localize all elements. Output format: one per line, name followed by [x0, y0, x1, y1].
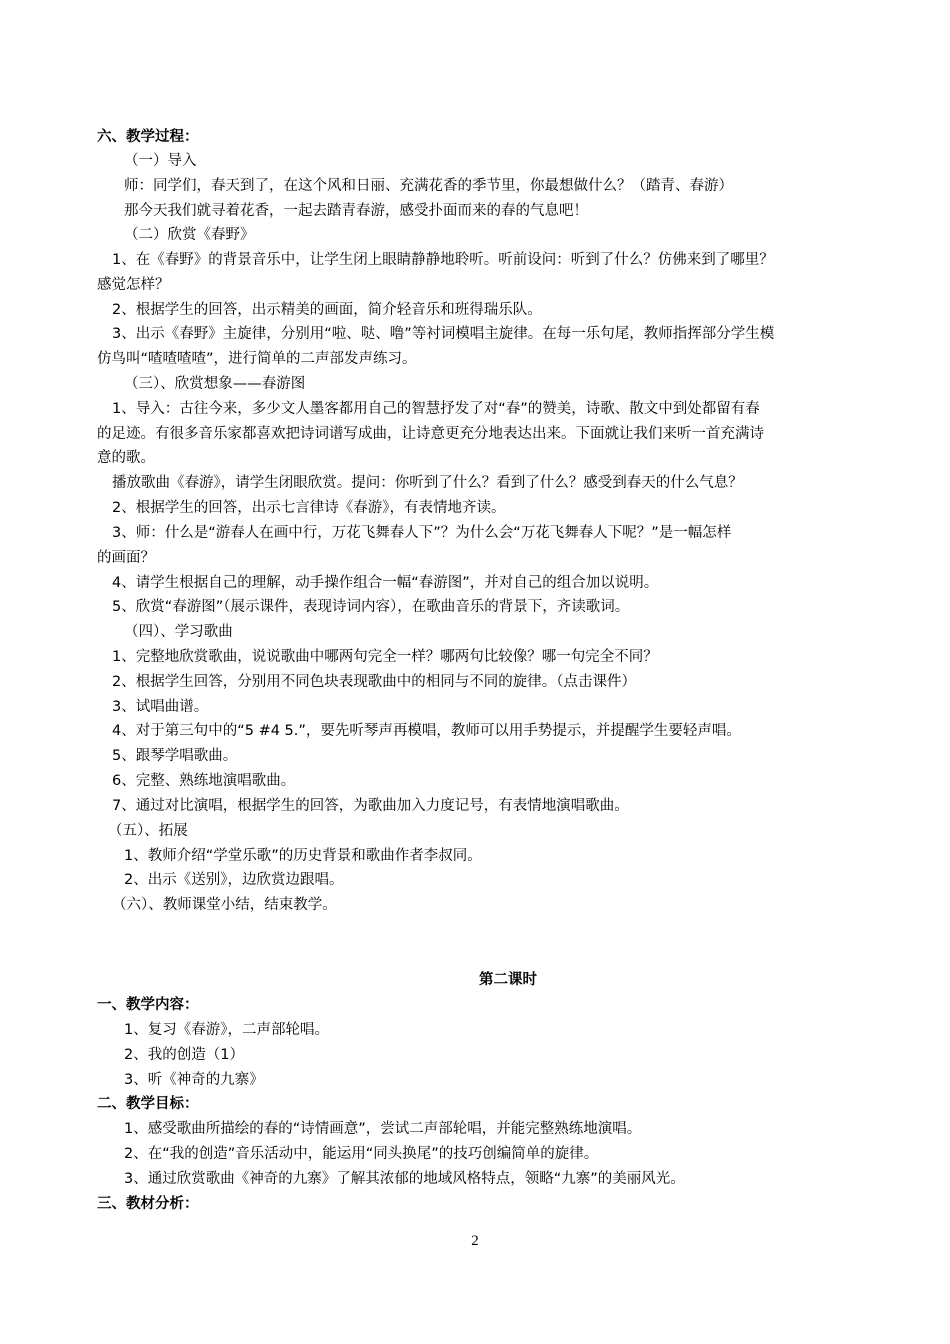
paragraph-line: 3、试唱曲谱。	[112, 699, 209, 715]
paragraph-line: 仿鸟叫“喳喳喳喳”，进行简单的二声部发声练习。	[97, 351, 417, 367]
paragraph-line: 2、根据学生回答，分别用不同色块表现歌曲中的相同与不同的旋律。（点击课件）	[112, 674, 636, 690]
list-item: 1、感受歌曲所描绘的春的“诗情画意”，尝试二声部轮唱，并能完整熟练地演唱。	[124, 1121, 642, 1137]
paragraph-line: 5、欣赏“春游图”（展示课件，表现诗词内容），在歌曲音乐的背景下，齐读歌词。	[112, 599, 630, 615]
part-title-appreciate: （二）欣赏《春野》	[124, 227, 255, 243]
paragraph-line: 1、在《春野》的背景音乐中，让学生闭上眼睛静静地聆听。听前设问：听到了什么？仿佛来到了哪里？	[112, 252, 774, 268]
list-item: 3、听《神奇的九寨》	[124, 1072, 264, 1088]
paragraph-line: 3、出示《春野》主旋律，分别用“啦、哒、噜”等衬词模唱主旋律。在每一乐句尾，教师指挥部分学生模	[112, 326, 775, 342]
paragraph-line: 7、通过对比演唱，根据学生的回答，为歌曲加入力度记号，有表情地演唱歌曲。	[112, 798, 629, 814]
page-number: 2	[471, 1233, 479, 1249]
paragraph-line: 1、教师介绍“学堂乐歌”的历史背景和歌曲作者李叔同。	[124, 848, 482, 864]
paragraph-line: 6、完整、熟练地演唱歌曲。	[112, 773, 296, 789]
lesson-title: 第二课时	[479, 972, 537, 988]
part-title-summary: （六）、教师课堂小结，结束教学。	[112, 897, 337, 913]
part-title-learn-song: （四）、学习歌曲	[124, 624, 233, 640]
paragraph-line: 1、导入：古往今来，多少文人墨客都用自己的智慧抒发了对“春”的赞美，诗歌、散文中到处都留有春	[112, 401, 760, 417]
paragraph-line: 播放歌曲《春游》，请学生闭眼欣赏。提问：你听到了什么？看到了什么？感受到春天的什么气息？	[112, 475, 743, 491]
paragraph-line: 2、根据学生的回答，出示精美的画面，简介轻音乐和班得瑞乐队。	[112, 302, 542, 318]
paragraph-line: 的足迹。有很多音乐家都喜欢把诗词谱写成曲，让诗意更充分地表达出来。下面就让我们来听一首充满诗	[97, 426, 764, 442]
paragraph-line: 的画面？	[97, 550, 155, 566]
part-title-extension: （五）、拓展	[108, 823, 188, 839]
paragraph-line: 那今天我们就寻着花香，一起去踏青春游，感受扑面而来的春的气息吧！	[124, 203, 588, 219]
section-heading-teaching-process: 六、教学过程：	[97, 129, 199, 145]
list-item: 3、通过欣赏歌曲《神奇的九寨》了解其浓郁的地域风格特点，领略“九寨”的美丽风光。	[124, 1171, 685, 1187]
paragraph-line: 4、请学生根据自己的理解，动手操作组合一幅“春游图”，并对自己的组合加以说明。	[112, 575, 659, 591]
list-item: 2、我的创造（1）	[124, 1047, 244, 1063]
list-item: 2、在“我的创造”音乐活动中，能运用“同头换尾”的技巧创编简单的旋律。	[124, 1146, 599, 1162]
paragraph-line: 4、对于第三句中的“5 #4 5.”，要先听琴声再模唱，教师可以用手势提示，并提醒学生要轻声唱。	[112, 723, 741, 739]
paragraph-line: 2、出示《送别》，边欣赏边跟唱。	[124, 872, 344, 888]
list-item: 1、复习《春游》，二声部轮唱。	[124, 1022, 329, 1038]
part-title-imagine: （三）、欣赏想象——春游图	[124, 376, 306, 392]
paragraph-line: 5、跟琴学唱歌曲。	[112, 748, 238, 764]
paragraph-line: 3、师：什么是“游春人在画中行，万花飞舞春人下”？为什么会“万花飞舞春人下呢？”是一幅怎样	[112, 525, 732, 541]
paragraph-line: 感觉怎样？	[97, 277, 170, 293]
paragraph-line: 师：同学们，春天到了，在这个风和日丽、充满花香的季节里，你最想做什么？（踏青、春游）	[124, 178, 733, 194]
section-heading-content: 一、教学内容：	[97, 997, 199, 1013]
paragraph-line: 意的歌。	[97, 450, 155, 466]
section-heading-analysis: 三、教材分析：	[97, 1196, 199, 1212]
part-title-intro: （一）导入	[124, 153, 197, 169]
section-heading-goals: 二、教学目标：	[97, 1096, 199, 1112]
paragraph-line: 1、完整地欣赏歌曲，说说歌曲中哪两句完全一样？哪两句比较像？哪一句完全不同？	[112, 649, 658, 665]
paragraph-line: 2、根据学生的回答，出示七言律诗《春游》，有表情地齐读。	[112, 500, 506, 516]
